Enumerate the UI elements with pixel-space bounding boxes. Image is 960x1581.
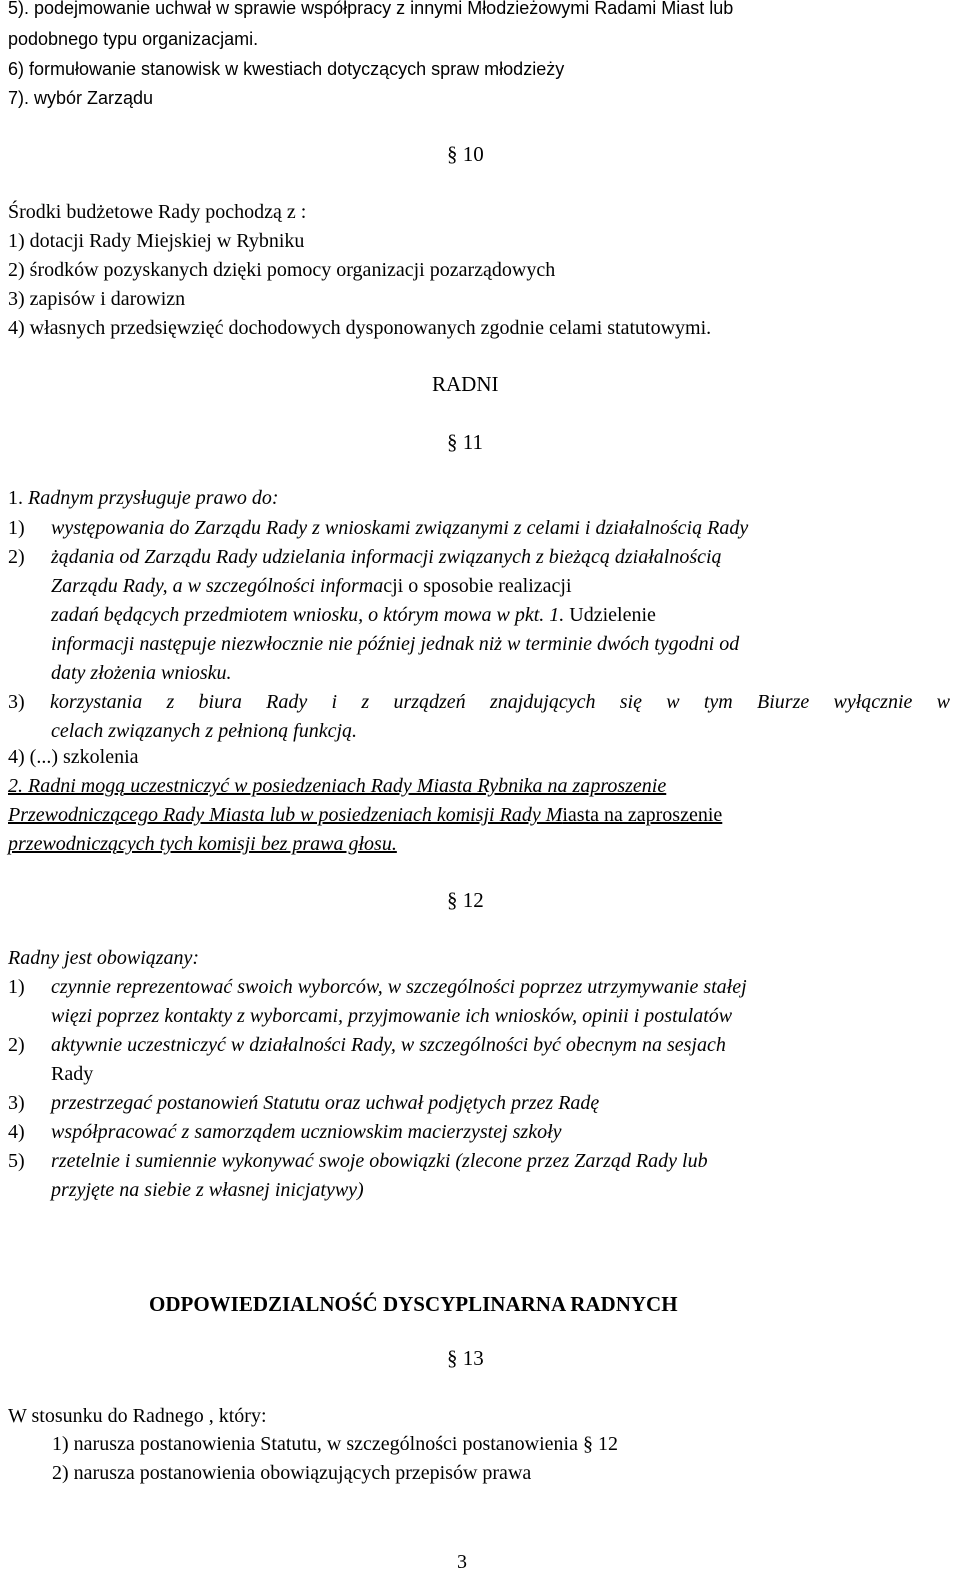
item-number: 2) xyxy=(8,546,25,568)
section-11-item-2-line-5: daty złożenia wniosku. xyxy=(51,662,232,684)
item-text-roman: Udzielenie xyxy=(564,604,656,626)
section-10-heading: § 10 xyxy=(447,142,484,166)
paragraph-text-italic: Przewodniczącego Rady Miasta lub w posiedzeniach komisji Rady M xyxy=(8,804,563,826)
page-number: 3 xyxy=(457,1551,467,1573)
item-text: przestrzegać postanowień Statutu oraz uchwał podjętych przez Radę xyxy=(51,1092,600,1114)
section-11-item-1 xyxy=(8,516,748,540)
section-12-item-2 xyxy=(8,1033,726,1057)
section-12-item-2-line-2: Rady xyxy=(51,1063,94,1085)
section-11-item-3-line-1: korzystania z biura Rady i z urządzeń znajdujących się w tym Biurze wyłącznie w xyxy=(50,691,950,713)
section-12-item-1 xyxy=(8,975,747,999)
list-item-7: 7). wybór Zarządu xyxy=(8,88,154,108)
section-10-item-2: 2) środków pozyskanych dzięki pomocy organizacji pozarządowych xyxy=(8,259,556,281)
item-number: 3) xyxy=(8,691,25,713)
section-12-item-1-line-2: więzi poprzez kontakty z wyborcami, przyjmowanie ich wniosków, opinii i postulatów xyxy=(51,1005,733,1027)
paragraph-1-number: 1. xyxy=(8,487,23,509)
section-13-intro: W stosunku do Radnego , który: xyxy=(8,1405,267,1427)
section-11-item-4: 4) (...) szkolenia xyxy=(8,746,139,768)
section-12-heading: § 12 xyxy=(447,888,484,912)
section-10-intro: Środki budżetowe Rady pochodzą z : xyxy=(8,201,307,223)
section-12-item-4 xyxy=(8,1120,562,1144)
item-text: rzetelnie i sumiennie wykonywać swoje obowiązki (zlecone przez Zarząd Rady lub xyxy=(51,1150,708,1172)
paragraph-1-intro: Radnym przysługuje prawo do: xyxy=(28,487,279,509)
section-11-item-2-line-3 xyxy=(51,603,656,627)
section-12-intro: Radny jest obowiązany: xyxy=(8,947,200,969)
section-13-heading: § 13 xyxy=(447,1346,484,1370)
section-10-item-3: 3) zapisów i darowizn xyxy=(8,288,186,310)
section-11-paragraph-2-line-3: przewodniczących tych komisji bez prawa głosu. xyxy=(8,833,397,855)
section-11-item-2 xyxy=(8,545,722,569)
section-11-item-3 xyxy=(8,690,51,714)
section-13-item-1: 1) narusza postanowienia Statutu, w szczególności postanowienia § 12 xyxy=(52,1433,618,1455)
list-item-5: 5). podejmowanie uchwał w sprawie współpracy z innymi Młodzieżowymi Radami Miast lub xyxy=(8,0,734,18)
list-item-6: 6) formułowanie stanowisk w kwestiach dotyczących spraw młodzieży xyxy=(8,59,565,79)
section-12-item-5-line-2: przyjęte na siebie z własnej inicjatywy) xyxy=(51,1179,364,1201)
item-text-italic: zadań będących przedmiotem wniosku, o którym mowa w pkt. 1. xyxy=(51,604,565,626)
item-number: 4) xyxy=(8,1121,25,1143)
section-11-item-2-line-2 xyxy=(51,574,572,598)
section-11-paragraph-2-line-2 xyxy=(8,803,722,827)
item-text-roman: cji o sposobie realizacji xyxy=(383,575,572,597)
item-number: 3) xyxy=(8,1092,25,1114)
section-10-item-4: 4) własnych przedsięwzięć dochodowych dysponowanych zgodnie celami statutowymi. xyxy=(8,317,712,339)
item-text-italic: Zarządu Rady, a w szczególności informa xyxy=(51,575,384,597)
section-13-item-2: 2) narusza postanowienia obowiązujących przepisów prawa xyxy=(52,1462,532,1484)
paragraph-text-roman: iasta na zaproszenie xyxy=(562,804,723,826)
item-text: żądania od Zarządu Rady udzielania informacji związanych z bieżącą działalnością xyxy=(51,546,722,568)
item-text: czynnie reprezentować swoich wyborców, w szczególności poprzez utrzymywanie stałej xyxy=(51,976,747,998)
item-number: 5) xyxy=(8,1150,25,1172)
item-number: 1) xyxy=(8,517,25,539)
item-text: współpracować z samorządem uczniowskim macierzystej szkoły xyxy=(51,1121,562,1143)
section-11-paragraph-1 xyxy=(8,486,279,510)
section-11-item-3-line-2: celach związanych z pełnioną funkcją. xyxy=(51,720,358,742)
item-text: występowania do Zarządu Rady z wnioskami związanymi z celami i działalnością Rady xyxy=(51,517,749,539)
item-number: 1) xyxy=(8,976,25,998)
section-10-item-1: 1) dotacji Rady Miejskiej w Rybniku xyxy=(8,230,305,252)
section-12-item-3 xyxy=(8,1091,599,1115)
section-12-item-5 xyxy=(8,1149,708,1173)
section-11-item-2-line-4: informacji następuje niezwłocznie nie później jednak niż w terminie dwóch tygodni od xyxy=(51,633,740,655)
radni-heading: RADNI xyxy=(432,372,499,396)
discipline-heading: ODPOWIEDZIALNOŚĆ DYSCYPLINARNA RADNYCH xyxy=(149,1292,678,1316)
section-11-paragraph-2-line-1: 2. Radni mogą uczestniczyć w posiedzeniach Rady Miasta Rybnika na zaproszenie xyxy=(8,775,667,797)
section-11-heading: § 11 xyxy=(447,430,483,454)
item-text: aktywnie uczestniczyć w działalności Rady, w szczególności być obecnym na sesjach xyxy=(51,1034,726,1056)
list-item-5-cont: podobnego typu organizacjami. xyxy=(8,29,259,49)
item-number: 2) xyxy=(8,1034,25,1056)
